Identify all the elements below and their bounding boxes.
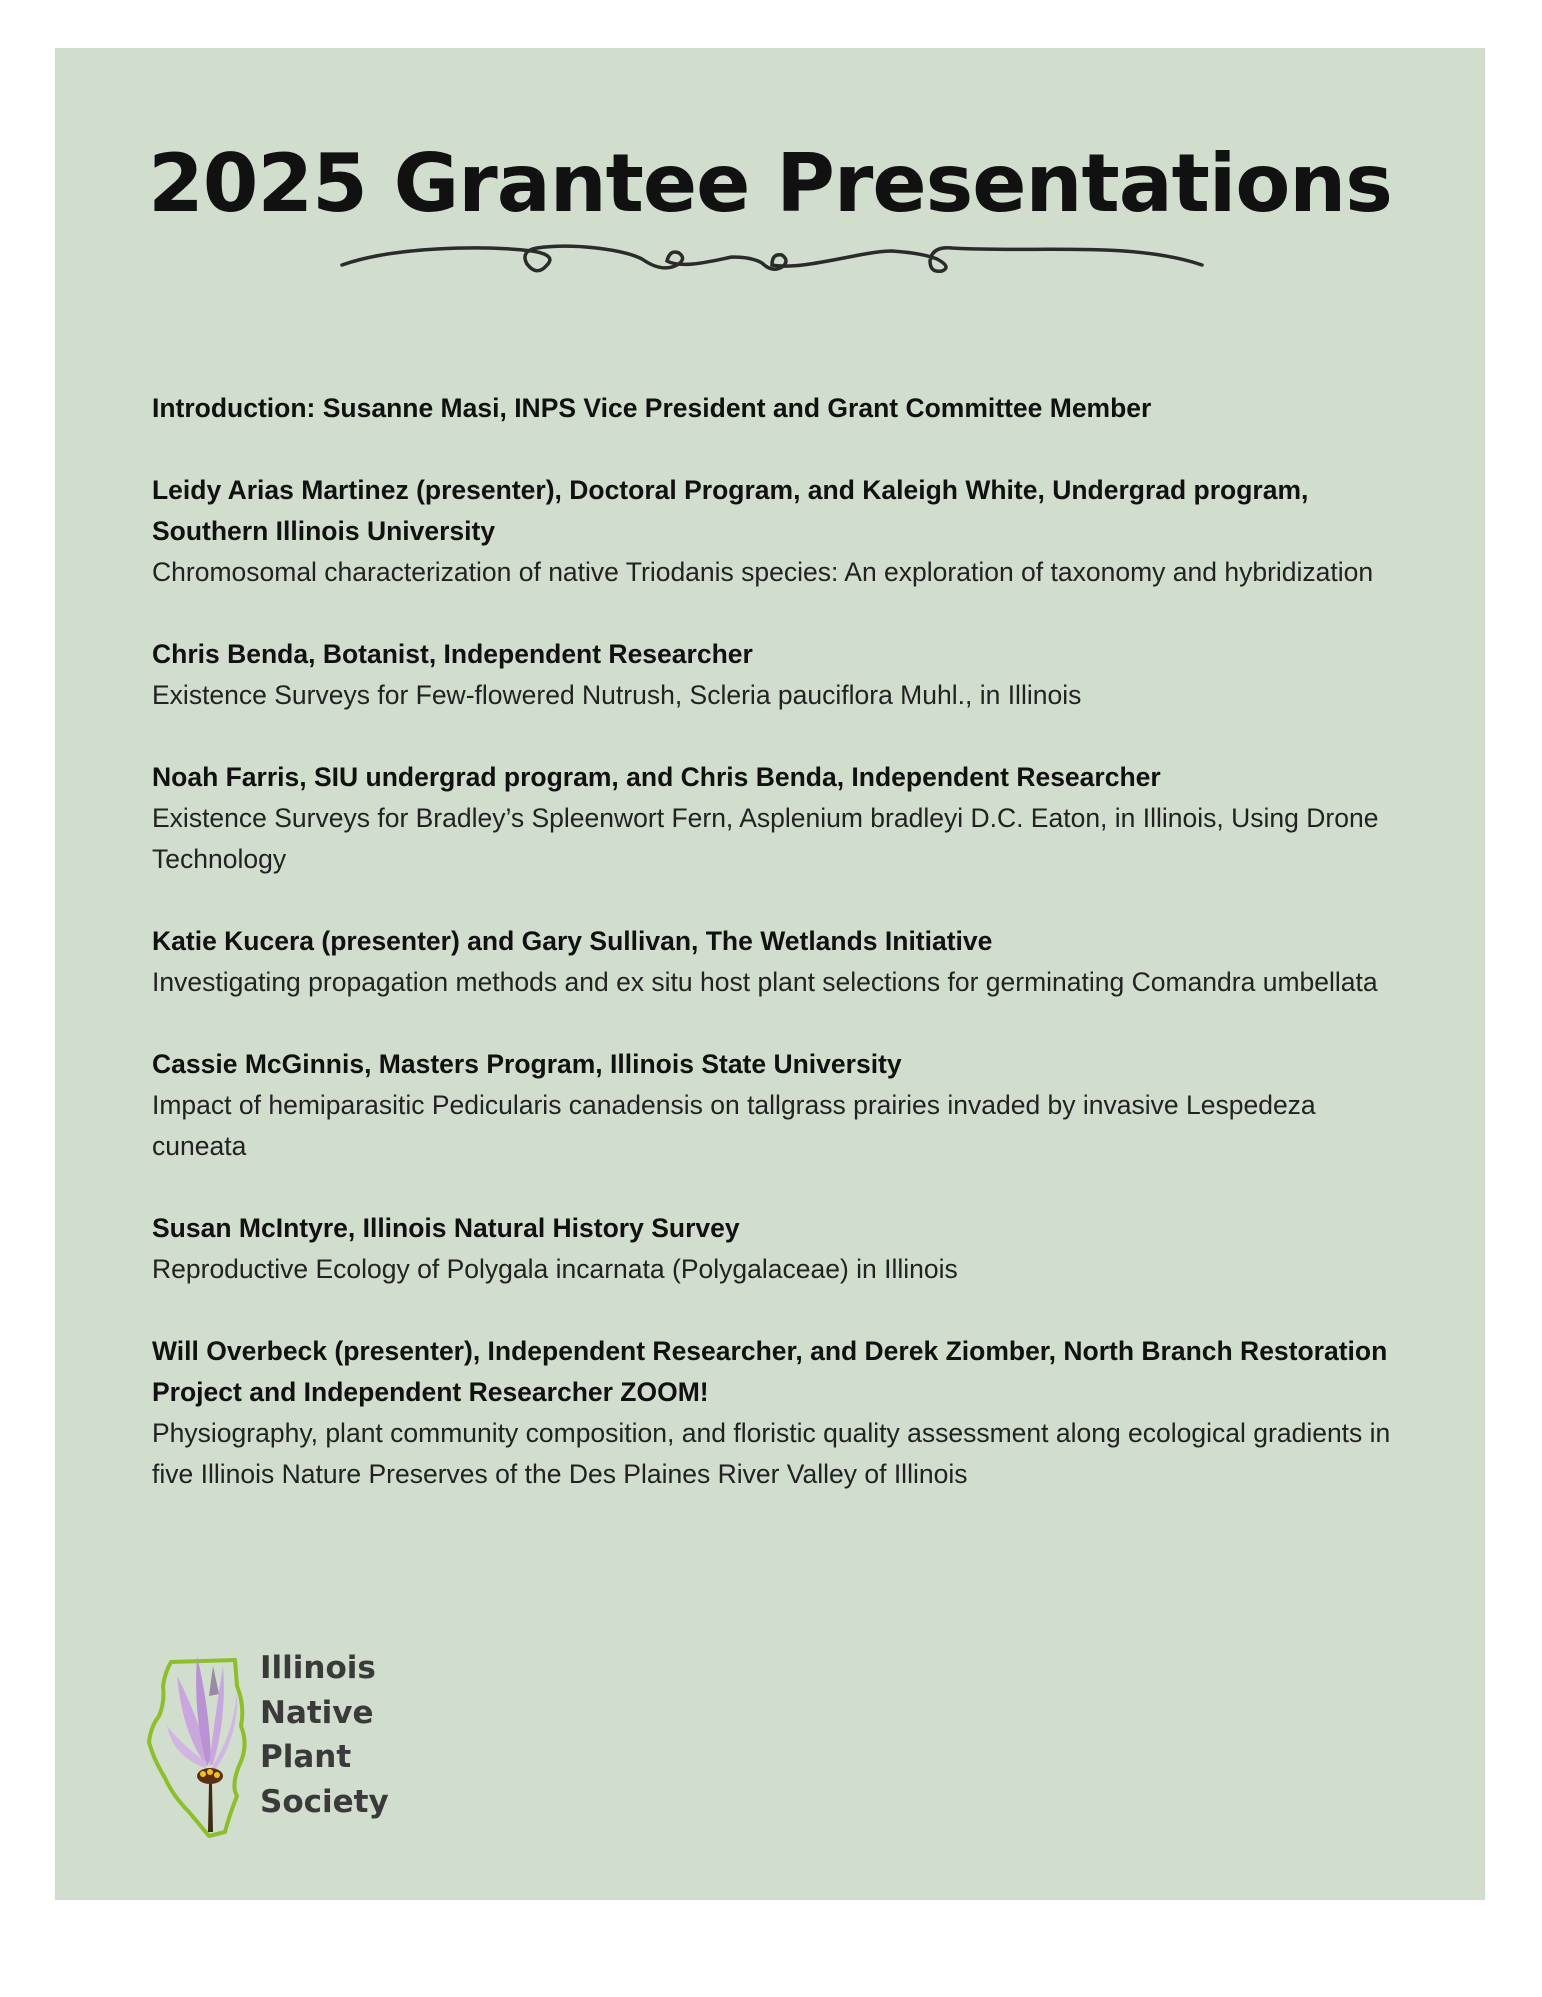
decorative-flourish [332, 231, 1212, 291]
presentation-topic: Existence Surveys for Few-flowered Nutrush, Scleria pauciflora Muhl., in Illinois [152, 680, 1082, 710]
presenters: Susan McIntyre, Illinois Natural History Survey [152, 1213, 740, 1243]
illinois-flower-logo-icon [143, 1646, 253, 1846]
presenters: Chris Benda, Botanist, Independent Researcher [152, 639, 753, 669]
presentation-topic: Physiography, plant community composition, and floristic quality assessment along ecological gradients in five Illinois Nature Preserves of the Des Plaines River Valley of Illinois [152, 1418, 1391, 1489]
logo-line: Society [260, 1783, 389, 1820]
introduction-line: Introduction: Susanne Masi, INPS Vice President and Grant Committee Member [152, 393, 1152, 423]
presentation-item [152, 921, 1412, 1003]
presentation-topic: Investigating propagation methods and ex situ host plant selections for germinating Comandra umbellata [152, 967, 1378, 997]
logo-line: Plant [260, 1739, 352, 1775]
logo-line: Native [260, 1694, 374, 1731]
inps-logo [143, 1646, 543, 1846]
logo-line: Illinois [260, 1650, 376, 1686]
flyer-panel [55, 48, 1485, 1900]
logo-wordmark [260, 1646, 389, 1824]
presentation-item [152, 470, 1412, 593]
presentation-topic: Existence Surveys for Bradley’s Spleenwort Fern, Asplenium bradleyi D.C. Eaton, in Illinois, Using Drone Technology [152, 803, 1379, 874]
presentation-list [152, 388, 1412, 1536]
presentation-item [152, 1044, 1412, 1167]
presenters: Will Overbeck (presenter), Independent Researcher, and Derek Ziomber, North Branch Restoration Project and Independent Researcher ZOOM! [152, 1336, 1388, 1407]
presenters: Leidy Arias Martinez (presenter), Doctoral Program, and Kaleigh White, Undergrad program, Southern Illinois University [152, 475, 1309, 546]
presentation-item [152, 1208, 1412, 1290]
presentation-item [152, 757, 1412, 880]
presentation-topic: Chromosomal characterization of native Triodanis species: An exploration of taxonomy and hybridization [152, 557, 1374, 587]
presentation-item [152, 1331, 1412, 1495]
presenters: Katie Kucera (presenter) and Gary Sullivan, The Wetlands Initiative [152, 926, 993, 956]
presentation-item [152, 634, 1412, 716]
page-title: 2025 Grantee Presentations [148, 137, 1392, 230]
presentation-topic: Reproductive Ecology of Polygala incarnata (Polygalaceae) in Illinois [152, 1254, 958, 1284]
presentation-topic: Impact of hemiparasitic Pedicularis canadensis on tallgrass prairies invaded by invasive Lespedeza cuneata [152, 1090, 1316, 1161]
presenters: Noah Farris, SIU undergrad program, and Chris Benda, Independent Researcher [152, 762, 1161, 792]
presenters: Cassie McGinnis, Masters Program, Illinois State University [152, 1049, 902, 1079]
